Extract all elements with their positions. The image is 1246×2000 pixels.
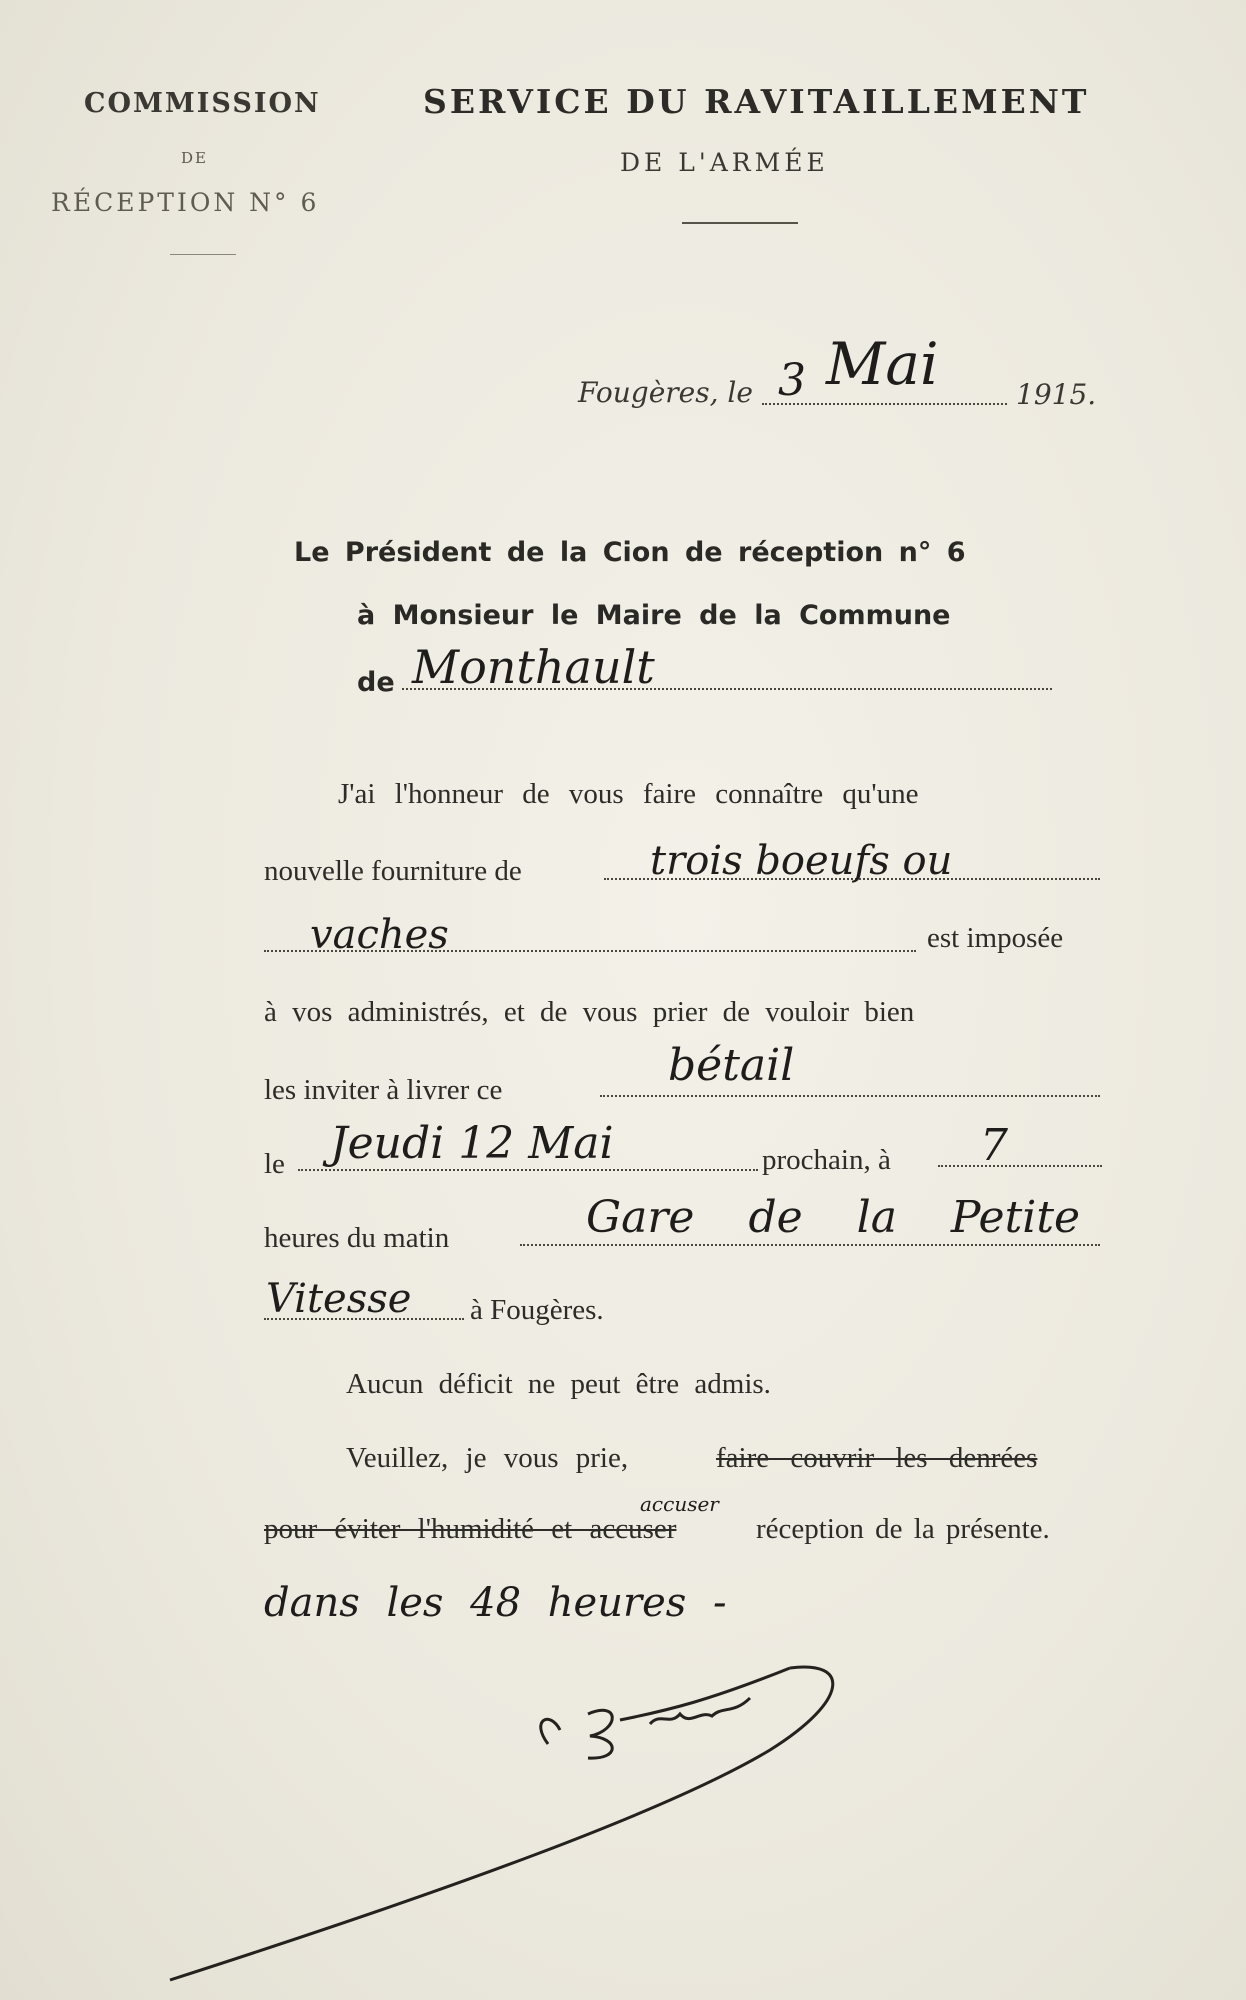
body-line-7-prefix: heures du matin (264, 1222, 450, 1254)
commission-reception: RÉCEPTION N° 6 (51, 188, 320, 217)
delivery-date: Jeudi 12 Mai (330, 1118, 614, 1169)
inserted-word: accuser (640, 1492, 719, 1516)
signature-image (150, 1640, 890, 1990)
dateline-place: Fougères, le (578, 376, 753, 409)
body-line-1: J'ai l'honneur de vous faire connaître qu'une (338, 778, 919, 810)
body-line-5-prefix: les inviter à livrer ce (264, 1074, 503, 1106)
struck-text-2: pour éviter l'humidité et accuser (264, 1513, 677, 1545)
handwritten-deadline: dans les 48 heures - (264, 1580, 727, 1626)
supply-line-2: vaches (310, 912, 449, 958)
place-dots-1 (520, 1244, 1100, 1246)
service-subtitle: DE L'ARMÉE (620, 148, 829, 177)
commission-title: COMMISSION (84, 88, 321, 119)
address-line-1: Le Président de la Cion de réception n° 6 (294, 537, 966, 568)
address-line-2: à Monsieur le Maire de la Commune (357, 600, 951, 631)
date-day: 3 (778, 355, 806, 406)
goods-value: bétail (668, 1040, 795, 1091)
commission-de: DE (181, 149, 208, 167)
body-line-2-prefix: nouvelle fourniture de (264, 855, 522, 887)
body-line-6-mid: prochain, à (762, 1144, 891, 1176)
commune-name: Monthault (412, 640, 655, 694)
delivery-place-1: Gare de la Petite (586, 1192, 1081, 1243)
delivery-place-2: Vitesse (266, 1276, 412, 1322)
body-reception-suffix: réception de la présente. (756, 1513, 1050, 1545)
dateline-year: 1915. (1016, 378, 1097, 411)
body-line-3-suffix: est imposée (927, 922, 1064, 954)
body-deficit-line: Aucun déficit ne peut être admis. (346, 1368, 771, 1400)
goods-dots (600, 1095, 1100, 1097)
body-line-8-suffix: à Fougères. (470, 1294, 604, 1326)
body-line-4: à vos administrés, et de vous prier de vouloir bien (264, 996, 915, 1028)
hour-dots (938, 1165, 1102, 1167)
date-month: Mai (826, 330, 939, 398)
supply-line-1: trois boeufs ou (650, 838, 953, 884)
address-line-3-prefix: de (357, 667, 395, 698)
struck-text-1: faire couvrir les denrées (716, 1442, 1038, 1474)
body-line-6-prefix: le (264, 1148, 285, 1180)
service-title: SERVICE DU RAVITAILLEMENT (423, 82, 1090, 121)
commission-ornament (170, 254, 236, 255)
delivery-hour: 7 (980, 1120, 1008, 1171)
delivery-dots (298, 1169, 758, 1171)
body-request-prefix: Veuillez, je vous prie, (346, 1442, 629, 1474)
service-ornament (682, 222, 798, 224)
